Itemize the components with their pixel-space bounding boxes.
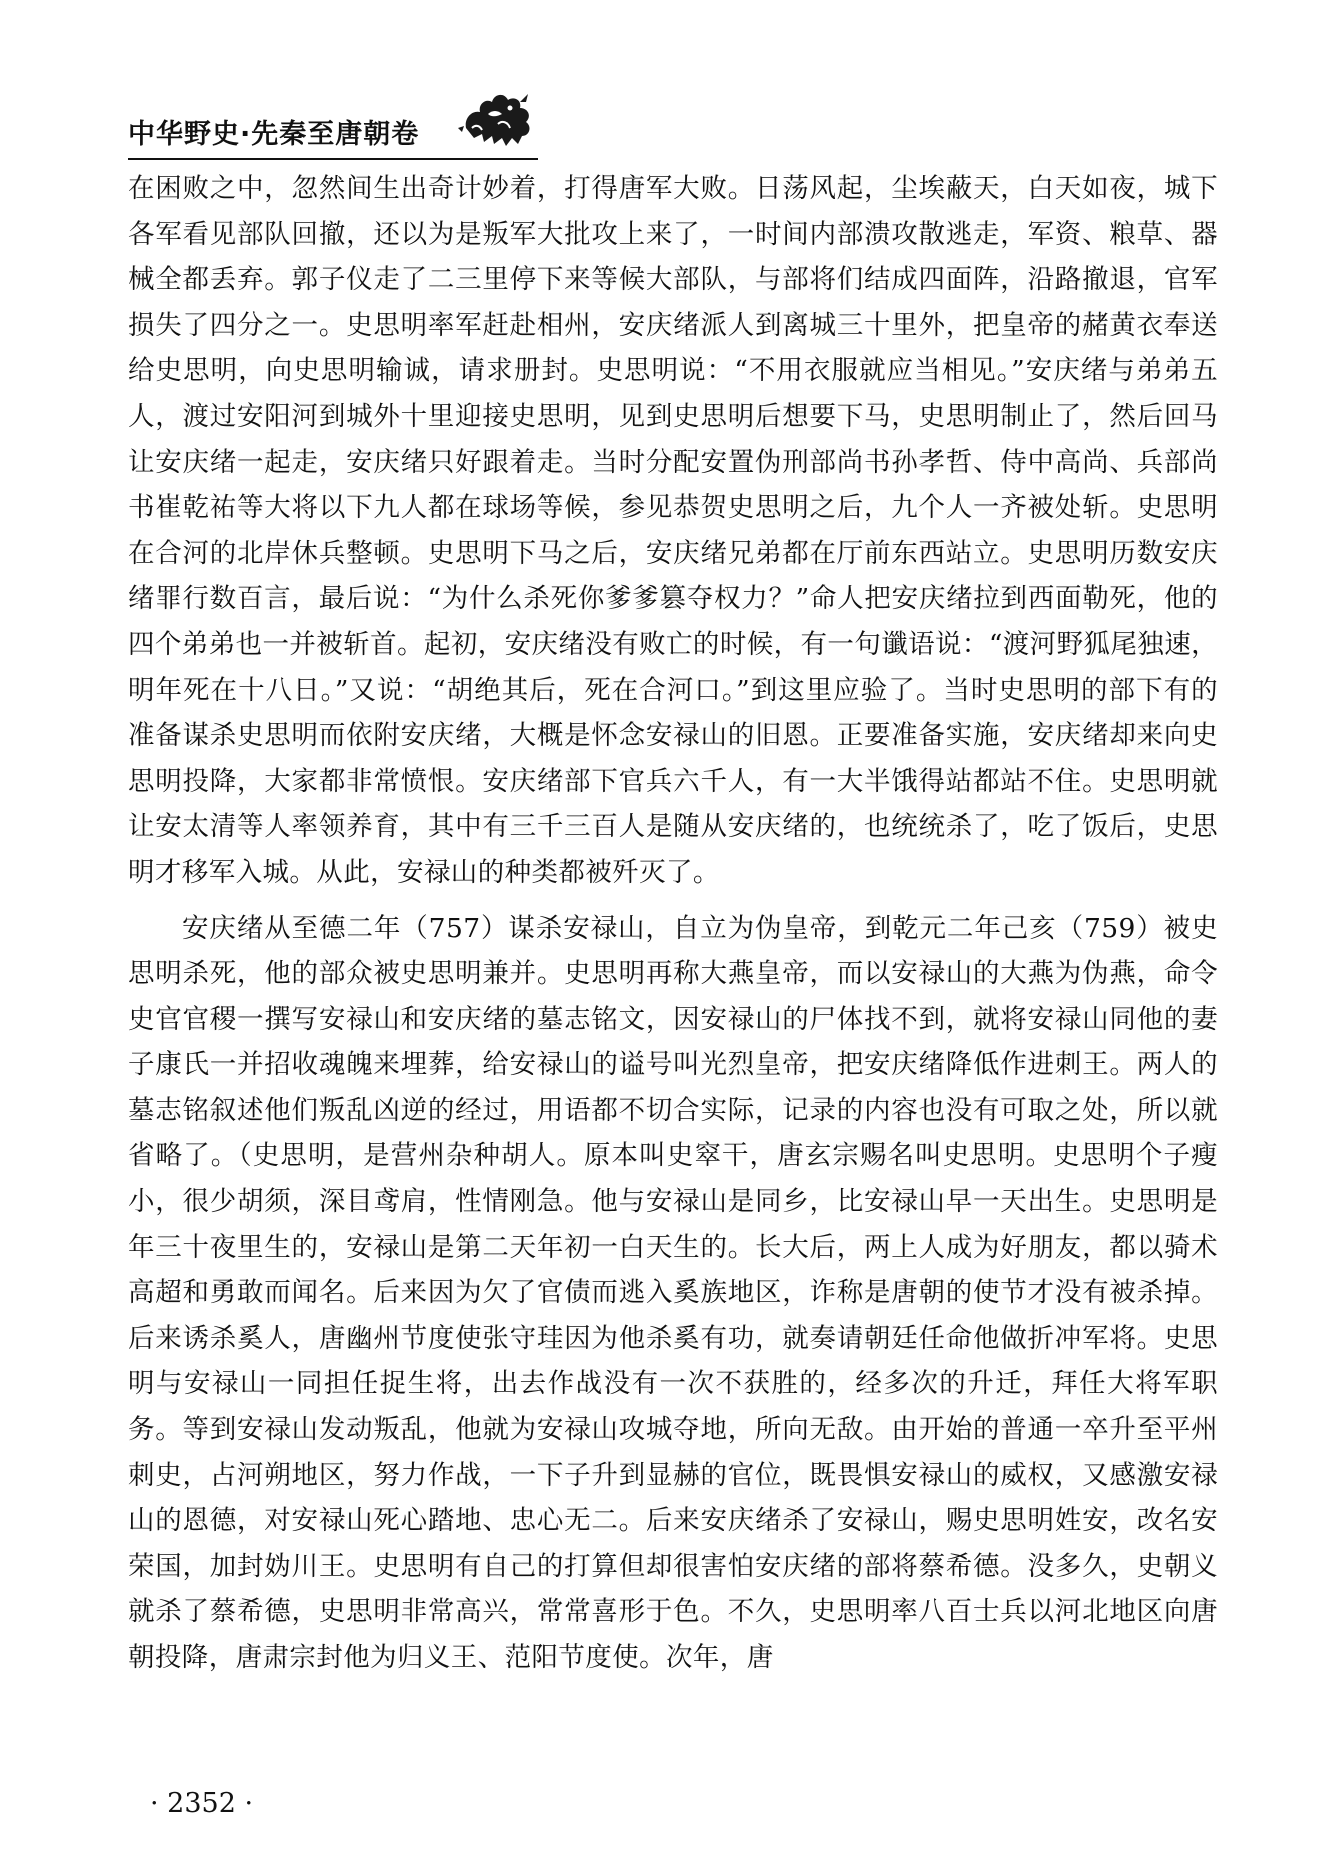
paragraph: 安庆绪从至德二年（757）谋杀安禄山，自立为伪皇帝，到乾元二年己亥（759）被史思明杀死，他的部众被史思明兼并。史思明再称大燕皇帝，而以安禄山的大燕为伪燕，命令史官官稷一撰写安禄山和安庆绪的墓志铭文，因安禄山的尸体找不到，就将安禄山同他的妻子康氏一并招收魂魄来埋葬，给安禄山的谥号叫光烈皇帝，把安庆绪降低作进刺王。两人的墓志铭叙述他们叛乱凶逆的经过，用语都不切合实际，记录的内容也没有可取之处，所以就省略了。（史思明，是营州杂种胡人。原本叫史窣干，唐玄宗赐名叫史思明。史思明个子瘦小，很少胡须，深目鸢肩，性情刚急。他与安禄山是同乡，比安禄山早一天出生。史思明是年三十夜里生的，安禄山是第二天年初一白天生的。长大后，两上人成为好朋友，都以骑术高超和勇敢而闻名。后来因为欠了官债而逃入奚族地区，诈称是唐朝的使节才没有被杀掉。后来诱杀奚人，唐幽州节度使张守珪因为他杀奚有功，就奏请朝廷任命他做折冲军将。史思明与安禄山一同担任捉生将，出去作战没有一次不获胜的，经多次的升迁，拜任大将军职务。等到安禄山发动叛乱，他就为安禄山攻城夺地，所向无敌。由开始的普通一卒升至平州刺史，占河朔地区，努力作战，一下子升到显赫的官位，既畏惧安禄山的威权，又感激安禄山的恩德，对安禄山死心踏地、忠心无二。后来安庆绪杀了安禄山，赐史思明姓安，改名安荣国，加封妫川王。史思明有自己的打算但却很害怕安庆绪的部将蔡希德。没多久，史朝义就杀了蔡希德，史思明非常高兴，常常喜形于色。不久，史思明率八百士兵以河北地区向唐朝投降，唐肃宗封他为归义王、范阳节度使。次年，唐 xyxy=(128,912,1218,1673)
dragon-emblem-icon xyxy=(458,88,538,150)
book-title: 中华野史·先秦至唐朝卷 xyxy=(128,119,420,150)
header-divider xyxy=(128,158,538,160)
main-text xyxy=(128,166,1218,1681)
paragraph: 在困败之中，忽然间生出奇计妙着，打得唐军大败。日荡风起，尘埃蔽天，白天如夜，城下各军看见部队回撤，还以为是叛军大批攻上来了，一时间内部溃攻散逃走，军资、粮草、器械全都丢弃。郭子仪走了二三里停下来等候大部队，与部将们结成四面阵，沿路撤退，官军损失了四分之一。史思明率军赶赴相州，安庆绪派人到离城三十里外，把皇帝的赭黄衣奉送给史思明，向史思明输诚，请求册封。史思明说：“不用衣服就应当相见。”安庆绪与弟弟五人，渡过安阳河到城外十里迎接史思明，见到史思明后想要下马，史思明制止了，然后回马让安庆绪一起走，安庆绪只好跟着走。当时分配安置伪刑部尚书孙孝哲、侍中高尚、兵部尚书崔乾祐等大将以下九人都在球场等候，参见恭贺史思明之后，九个人一齐被处斩。史思明在合河的北岸休兵整顿。史思明下马之后，安庆绪兄弟都在厅前东西站立。史思明历数安庆绪罪行数百言，最后说：“为什么杀死你爹爹篡夺权力？”命人把安庆绪拉到西面勒死，他的四个弟弟也一并被斩首。起初，安庆绪没有败亡的时候，有一句谶语说：“渡河野狐尾独速，明年死在十八日。”又说：“胡绝其后，死在合河口。”到这里应验了。当时史思明的部下有的准备谋杀史思明而依附安庆绪，大概是怀念安禄山的旧恩。正要准备实施，安庆绪却来向史思明投降，大家都非常愤恨。安庆绪部下官兵六千人，有一大半饿得站都站不住。史思明就让安太清等人率领养育，其中有三千三百人是随从安庆绪的，也统统杀了，吃了饭后，史思明才移军入城。从此，安禄山的种类都被歼灭了。 xyxy=(128,173,1218,888)
page-number: · 2352 · xyxy=(150,1788,254,1819)
running-header xyxy=(128,110,538,156)
